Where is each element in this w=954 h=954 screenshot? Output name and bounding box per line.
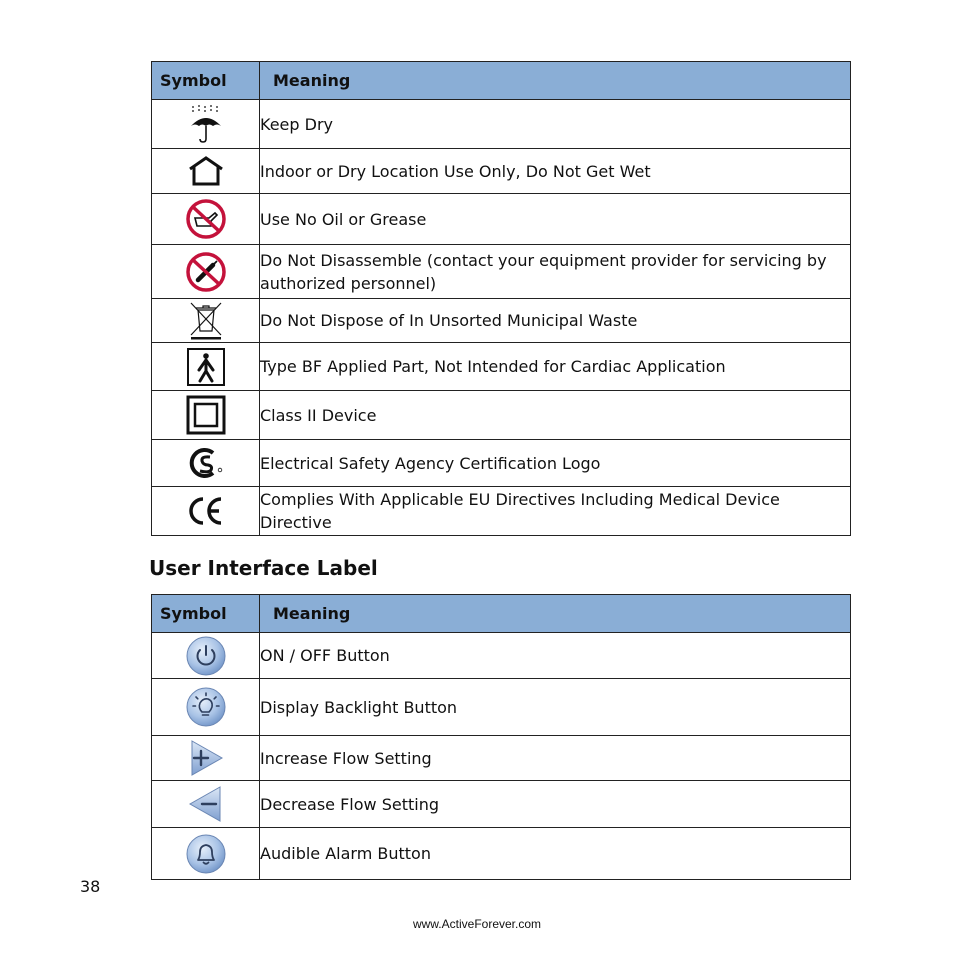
bell-alarm-icon <box>185 833 227 875</box>
table-row <box>152 487 851 536</box>
backlight-bulb-icon <box>185 686 227 728</box>
ce-mark-icon <box>186 495 226 527</box>
meaning-cell: Electrical Safety Agency Certification Logo <box>260 440 851 487</box>
table-row <box>152 391 851 440</box>
symbol-cell <box>152 245 260 299</box>
footer-url: www.ActiveForever.com <box>412 917 542 931</box>
symbol-cell <box>152 100 260 149</box>
table-row <box>152 633 851 679</box>
power-button-icon <box>185 635 227 677</box>
table-row <box>152 679 851 736</box>
table-row <box>152 736 851 781</box>
symbol-column-header: Symbol <box>152 62 260 100</box>
meaning-column-header: Meaning <box>260 595 851 633</box>
meaning-cell: Display Backlight Button <box>260 679 851 736</box>
symbol-cell <box>152 194 260 245</box>
plus-arrow-icon <box>186 739 226 777</box>
table-header-row <box>152 62 851 100</box>
meaning-cell: ON / OFF Button <box>260 633 851 679</box>
meaning-cell: Complies With Applicable EU Directives Including Medical Device Directive <box>260 487 851 536</box>
table-row <box>152 828 851 880</box>
table-row <box>152 440 851 487</box>
meaning-cell: Decrease Flow Setting <box>260 781 851 828</box>
minus-arrow-icon <box>186 785 226 823</box>
meaning-cell: Indoor or Dry Location Use Only, Do Not Get Wet <box>260 149 851 194</box>
page-number: 38 <box>80 877 101 896</box>
table-row <box>152 781 851 828</box>
ui-label-table <box>151 594 851 880</box>
safety-symbols-table <box>151 61 851 536</box>
table-row <box>152 194 851 245</box>
meaning-cell: Keep Dry <box>260 100 851 149</box>
meaning-cell: Audible Alarm Button <box>260 828 851 880</box>
table-row <box>152 245 851 299</box>
meaning-cell: Do Not Dispose of In Unsorted Municipal Waste <box>260 299 851 343</box>
symbol-cell <box>152 299 260 343</box>
table-row <box>152 299 851 343</box>
meaning-column-header: Meaning <box>260 62 851 100</box>
symbol-cell <box>152 487 260 536</box>
class-ii-square-icon <box>186 395 226 435</box>
meaning-cell: Increase Flow Setting <box>260 736 851 781</box>
symbol-cell <box>152 633 260 679</box>
symbol-cell <box>152 736 260 781</box>
symbol-column-header: Symbol <box>152 595 260 633</box>
meaning-cell: Use No Oil or Grease <box>260 194 851 245</box>
symbol-cell <box>152 440 260 487</box>
symbol-cell <box>152 391 260 440</box>
symbol-cell <box>152 149 260 194</box>
symbol-cell <box>152 343 260 391</box>
house-icon <box>186 155 226 187</box>
table-row <box>152 100 851 149</box>
type-bf-person-icon <box>186 347 226 387</box>
section-heading: User Interface Label <box>149 556 378 580</box>
umbrella-rain-icon <box>187 104 225 144</box>
symbol-cell <box>152 679 260 736</box>
crossed-bin-icon <box>187 301 225 341</box>
symbol-cell <box>152 828 260 880</box>
no-oil-icon <box>185 198 227 240</box>
symbol-cell <box>152 781 260 828</box>
table-row <box>152 149 851 194</box>
csa-logo-icon <box>186 445 226 481</box>
table-header-row <box>152 595 851 633</box>
meaning-cell: Do Not Disassemble (contact your equipment provider for servicing by authorized personnel) <box>260 245 851 299</box>
table-row <box>152 343 851 391</box>
meaning-cell: Type BF Applied Part, Not Intended for Cardiac Application <box>260 343 851 391</box>
meaning-cell: Class II Device <box>260 391 851 440</box>
no-screwdriver-icon <box>185 251 227 293</box>
